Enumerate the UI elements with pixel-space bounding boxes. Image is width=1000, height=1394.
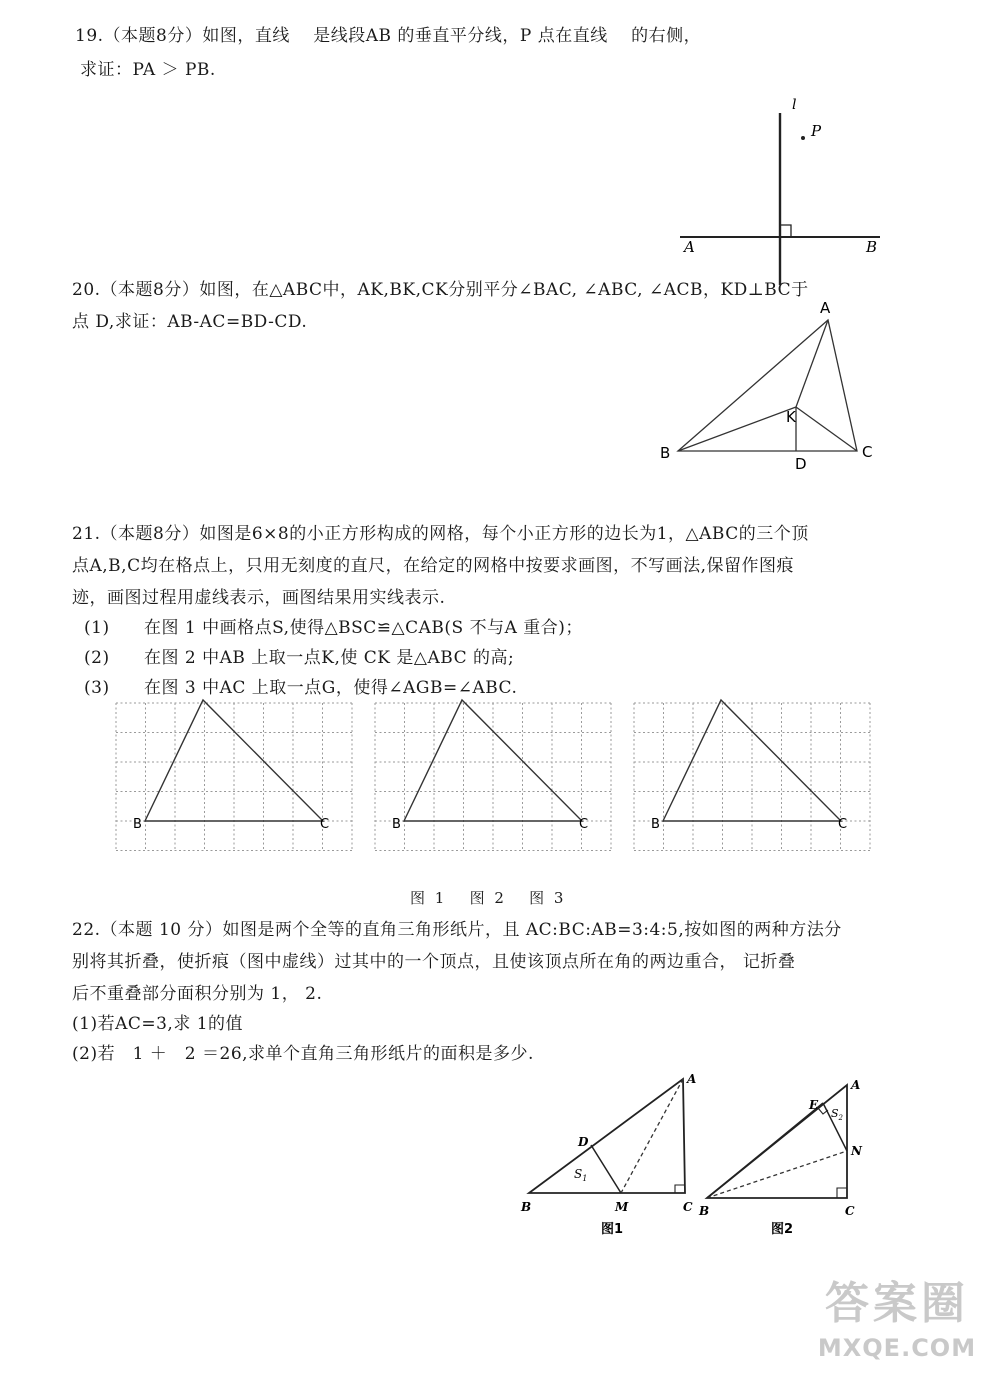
right-angle-mark: [837, 1188, 847, 1198]
q21-item3-num: (3): [84, 678, 110, 698]
label-k: K: [786, 408, 796, 426]
q22-line4: (1)若AC=3,求 1的值: [72, 1014, 244, 1034]
q21-line2: 点A,B,C均在格点上，只用无刻度的直尺，在给定的网格中按要求画图，不写画法,保留作图痕: [72, 556, 794, 576]
right-angle-mark: [675, 1185, 685, 1193]
caption-fig1: 图1: [601, 1222, 624, 1237]
label-d: D: [578, 1135, 589, 1149]
q21-captions: 图 1 图 2 图 3: [410, 889, 564, 907]
segment-ck: [796, 407, 857, 451]
q19-line1: 19.（本题8分）如图，直线 是线段AB 的垂直平分线，P 点在直线 的右侧，: [75, 26, 702, 46]
q20-line2: 点 D,求证：AB-AC=BD-CD.: [72, 312, 308, 332]
label-d: D: [795, 455, 807, 473]
label-b: B: [651, 817, 660, 832]
q20-figure: [650, 295, 890, 475]
segment-be: [707, 1103, 823, 1198]
q19-line2: 求证：PA ＞ PB.: [80, 60, 216, 80]
watermark-url: MXQE.COM: [817, 1334, 977, 1362]
q22-line2: 别将其折叠，使折痕（图中虚线）过其中的一个顶点，且使该顶点所在角的两边重合， 记折叠: [72, 952, 796, 972]
caption-fig2: 图2: [771, 1222, 794, 1237]
q22-line5: (2)若 1 ＋ 2 ＝26,求单个直角三角形纸片的面积是多少.: [72, 1044, 534, 1064]
label-s2-main: S: [831, 1107, 839, 1120]
label-c: C: [845, 1204, 855, 1218]
q21-line1: 21.（本题8分）如图是6×8的小正方形构成的网格，每个小正方形的边长为1，△ABC的三个顶: [72, 524, 809, 544]
label-c: C: [862, 443, 873, 461]
label-l: l: [792, 97, 797, 113]
grid-lines: [116, 703, 352, 851]
label-a: A: [851, 1078, 861, 1092]
q21-item3-text: 在图 3 中AC 上取一点G，使得∠AGB=∠ABC.: [144, 678, 518, 698]
label-c: C: [579, 817, 589, 832]
label-a: A: [820, 299, 831, 317]
fold-line-bn: [707, 1151, 847, 1198]
q21-item1-num: (1): [84, 618, 110, 638]
label-b: B: [866, 238, 878, 256]
label-n: N: [851, 1144, 862, 1158]
label-s2: [831, 1107, 844, 1122]
right-angle-mark: [780, 225, 791, 237]
segment-dm: [591, 1145, 621, 1193]
label-e: E: [809, 1098, 819, 1112]
fold-line-am: [621, 1079, 683, 1193]
label-m: M: [615, 1200, 629, 1214]
label-s2-sub: 2: [838, 1114, 844, 1122]
label-c: C: [683, 1200, 693, 1214]
q21-item1-text: 在图 1 中画格点S,使得△BSC≌△CAB(S 不与A 重合)；: [144, 618, 583, 638]
q19-figure: [670, 95, 900, 265]
triangle-abc: [529, 1079, 685, 1193]
segment-bk: [678, 407, 796, 451]
label-b: B: [660, 444, 671, 462]
q21-grid-2: [371, 700, 613, 850]
label-p: P: [811, 122, 822, 140]
q21-grid-3: [630, 700, 872, 850]
label-a: A: [684, 238, 695, 256]
watermark-logo: 答案圈: [825, 1278, 969, 1329]
q21-item2-num: (2): [84, 648, 110, 668]
q21-grid-1: [112, 700, 354, 850]
label-b: B: [392, 817, 401, 832]
label-b: B: [521, 1200, 532, 1214]
q21-item2-text: 在图 2 中AB 上取一点K,使 CK 是△ABC 的高;: [144, 648, 515, 668]
label-b: B: [699, 1204, 710, 1218]
q22-figure-2: [695, 1065, 895, 1245]
label-s1-sub: 1: [582, 1174, 588, 1183]
q22-figure-1: [515, 1065, 715, 1245]
label-s1: [574, 1167, 587, 1183]
label-a: A: [687, 1072, 697, 1086]
q21-line3: 迹，画图过程用虚线表示，画图结果用实线表示.: [72, 588, 446, 608]
label-c: C: [838, 817, 848, 832]
label-c: C: [320, 817, 330, 832]
grid-lines: [375, 703, 611, 851]
point-p: [801, 136, 805, 140]
watermark: [802, 1274, 992, 1384]
label-s1-main: S: [574, 1167, 583, 1181]
label-b: B: [133, 817, 142, 832]
q20-line1: 20.（本题8分）如图，在△ABC中，AK,BK,CK分别平分∠BAC, ∠ABC, ∠ACB，KD⊥BC于: [72, 280, 809, 300]
grid-lines: [634, 703, 870, 851]
q22-line3: 后不重叠部分面积分别为 1， 2.: [72, 984, 323, 1004]
segment-ak: [796, 320, 828, 407]
q22-line1: 22.（本题 10 分）如图是两个全等的直角三角形纸片，且 AC:BC:AB=3:4:5,按如图的两种方法分: [72, 920, 842, 940]
